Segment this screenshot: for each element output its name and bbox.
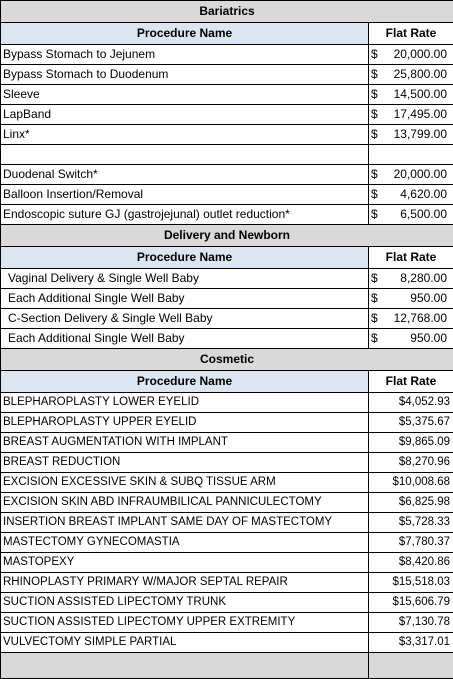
flat-rate: $5,728.33 [369,513,453,533]
table-row [1,533,453,553]
section-header-delivery [1,225,453,247]
flat-rate: $6,825.98 [369,493,453,513]
table-row [1,45,453,65]
flat-rate: $ 20,000.00 [369,165,453,185]
procedure-name: EXCISION EXCESSIVE SKIN & SUBQ TISSUE ARM [1,473,369,493]
flat-rate: $ 25,800.00 [369,65,453,85]
flat-rate: $ 6,500.00 [369,205,453,225]
column-header-procedure: Procedure Name [1,23,369,45]
column-header-rate: Flat Rate [369,23,453,45]
flat-rate: $8,420.86 [369,553,453,573]
procedure-name: SUCTION ASSISTED LIPECTOMY TRUNK [1,593,369,613]
table-row [1,633,453,653]
procedure-name: BREAST REDUCTION [1,453,369,473]
flat-rate: $ 13,799.00 [369,125,453,145]
flat-rate: $15,606.79 [369,593,453,613]
flat-rate: $ 8,280.00 [369,269,453,289]
procedure-name: Each Additional Single Well Baby [1,329,369,349]
flat-rate: $5,375.67 [369,413,453,433]
blank-footer-row [1,653,453,679]
flat-rate: $ 20,000.00 [369,45,453,65]
column-header-rate: Flat Rate [369,247,453,269]
table-row [1,85,453,105]
section-header-bariatrics [1,1,453,23]
column-header-procedure: Procedure Name [1,371,369,393]
procedure-name: SUCTION ASSISTED LIPECTOMY UPPER EXTREMITY [1,613,369,633]
flat-rate: $ 12,768.00 [369,309,453,329]
table-row [1,453,453,473]
column-header-row [1,371,453,393]
table-row [1,473,453,493]
table-row [1,269,453,289]
table-row [1,185,453,205]
procedure-name: Endoscopic suture GJ (gastrojejunal) outlet reduction* [1,205,369,225]
blank-row [1,145,453,165]
procedure-name: Bypass Stomach to Duodenum [1,65,369,85]
column-header-row [1,247,453,269]
procedure-name: LapBand [1,105,369,125]
flat-rate: $8,270.96 [369,453,453,473]
procedure-name: BREAST AUGMENTATION WITH IMPLANT [1,433,369,453]
flat-rate: $ 4,620.00 [369,185,453,205]
table-row [1,165,453,185]
table-row [1,413,453,433]
table-row [1,573,453,593]
flat-rate: $ 17,495.00 [369,105,453,125]
procedure-name: Duodenal Switch* [1,165,369,185]
procedure-name: Bypass Stomach to Jejunem [1,45,369,65]
flat-rate: $ 950.00 [369,289,453,309]
flat-rate: $4,052.93 [369,393,453,413]
procedure-name: Vaginal Delivery & Single Well Baby [1,269,369,289]
table-row [1,289,453,309]
column-header-procedure: Procedure Name [1,247,369,269]
section-title: Bariatrics [1,1,453,23]
flat-rate: $10,008.68 [369,473,453,493]
procedure-name: Sleeve [1,85,369,105]
procedure-name: Linx* [1,125,369,145]
table-row [1,205,453,225]
column-header-rate: Flat Rate [369,371,453,393]
flat-rate: $7,130.78 [369,613,453,633]
flat-rate: $15,518.03 [369,573,453,593]
flat-rate: $3,317.01 [369,633,453,653]
table-row [1,593,453,613]
table-row [1,309,453,329]
procedure-name: MASTECTOMY GYNECOMASTIA [1,533,369,553]
table-row [1,329,453,349]
table-row [1,105,453,125]
table-row [1,613,453,633]
procedure-name: INSERTION BREAST IMPLANT SAME DAY OF MASTECTOMY [1,513,369,533]
section-title: Cosmetic [1,349,453,371]
flat-rate: $ 950.00 [369,329,453,349]
procedure-name: C-Section Delivery & Single Well Baby [1,309,369,329]
flat-rate: $9,865.09 [369,433,453,453]
column-header-row [1,23,453,45]
flat-rate: $7,780.37 [369,533,453,553]
procedure-name: MASTOPEXY [1,553,369,573]
procedure-name: Balloon Insertion/Removal [1,185,369,205]
procedure-name: VULVECTOMY SIMPLE PARTIAL [1,633,369,653]
table-row [1,393,453,413]
table-row [1,65,453,85]
procedure-name: Each Additional Single Well Baby [1,289,369,309]
table-row [1,493,453,513]
table-row [1,553,453,573]
section-header-cosmetic [1,349,453,371]
table-row [1,433,453,453]
section-title: Delivery and Newborn [1,225,453,247]
procedure-name: BLEPHAROPLASTY LOWER EYELID [1,393,369,413]
flat-rate: $ 14,500.00 [369,85,453,105]
procedure-name: BLEPHAROPLASTY UPPER EYELID [1,413,369,433]
table-row [1,513,453,533]
procedure-name: EXCISION SKIN ABD INFRAUMBILICAL PANNICULECTOMY [1,493,369,513]
table-row [1,125,453,145]
procedure-name: RHINOPLASTY PRIMARY W/MAJOR SEPTAL REPAIR [1,573,369,593]
